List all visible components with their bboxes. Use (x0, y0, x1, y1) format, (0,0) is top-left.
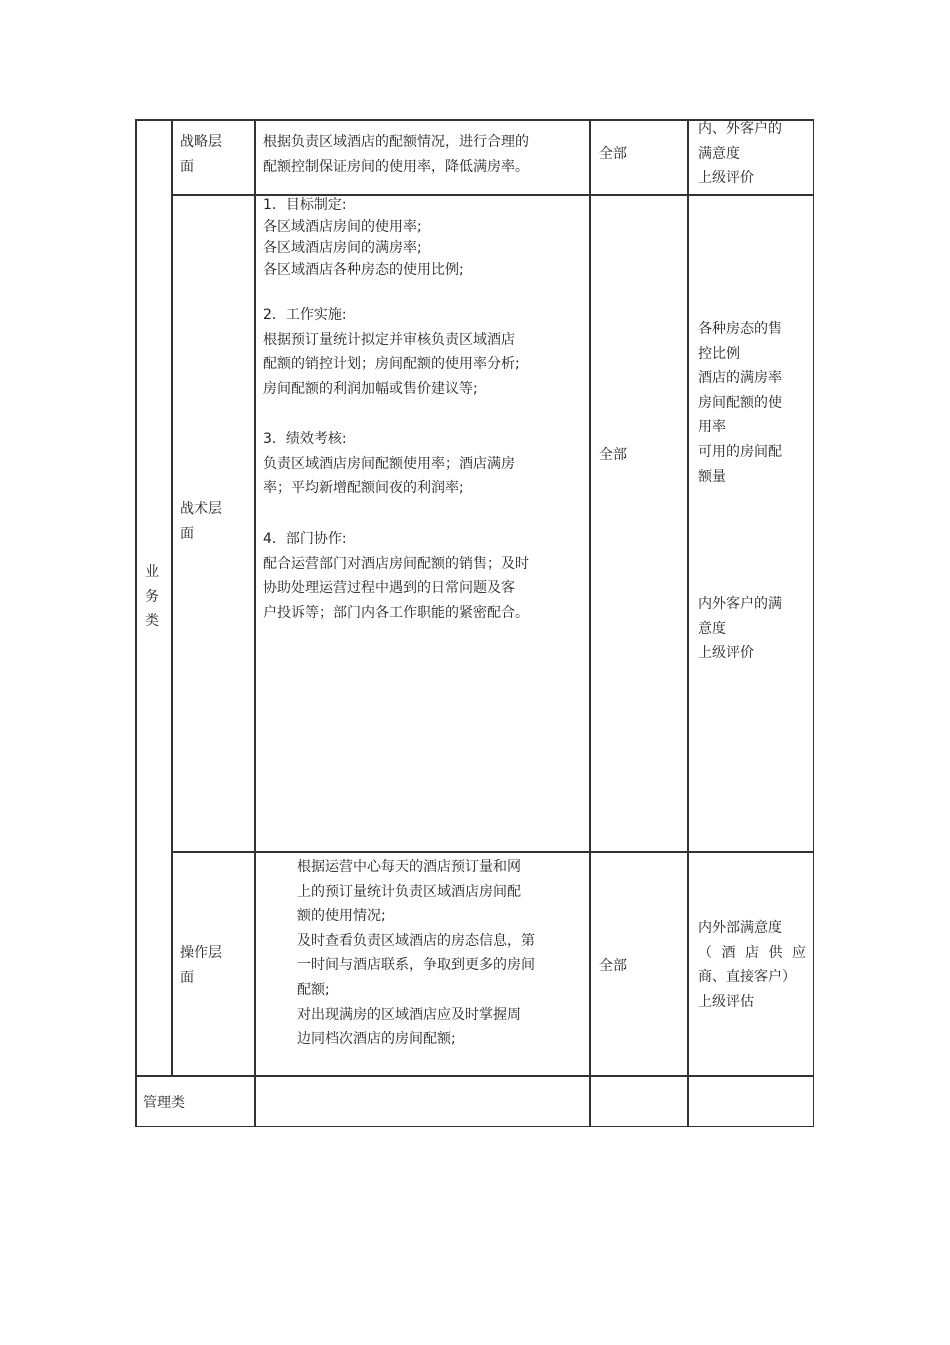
column-divider (254, 119, 256, 1127)
operational-level-label: 操作层 面 (180, 945, 222, 986)
row-divider (135, 1075, 814, 1077)
row-divider (171, 851, 814, 853)
tactical-evaluation-satisfaction: 内外客户的满 意度 上级评价 (698, 596, 782, 662)
strategic-scope: 全部 (599, 146, 627, 162)
strategic-content: 根据负责区域酒店的配额情况，进行合理的 配额控制保证房间的使用率，降低满房率。 (263, 134, 529, 175)
tactical-evaluation: 各种房态的售 控比例 酒店的满房率 房间配额的使 用率 可用的房间配 额量 (698, 321, 782, 485)
section-goal-title: 1．目标制定: (263, 197, 347, 213)
operational-scope: 全部 (599, 958, 627, 974)
table-border-right (813, 119, 815, 1127)
responsibility-table (135, 119, 814, 1127)
category-management-label: 管理类 (143, 1095, 185, 1111)
operational-evaluation: 内外部满意度 （ 酒 店 供 应 商、直接客户） 上级评估 (698, 920, 806, 1010)
column-divider (687, 119, 689, 1127)
section-assessment-title: 3．绩效考核: (263, 431, 347, 447)
section-cooperation-title: 4．部门协作: (263, 531, 347, 547)
tactical-level-label: 战术层 面 (180, 501, 222, 542)
category-business-label: 业务类 (145, 564, 159, 630)
operational-content: 根据运营中心每天的酒店预订量和网 上的预订量统计负责区域酒店房间配 额的使用情况; 及时查看负责区域酒店的房态信息，第 一时间与酒店联系，争取到更多的房间 配额; 对出现满房的区域酒店应及时掌握周 边同档次酒店的房间配额; (297, 859, 535, 1048)
section-implementation-title: 2．工作实施: (263, 307, 347, 323)
operational-evaluation-justified-line: （ 酒 店 供 应 (698, 944, 806, 961)
strategic-evaluation: 内、外客户的 满意度 上级评价 (698, 121, 782, 187)
table-border-bottom (135, 1126, 814, 1128)
tactical-content-section-4: 4．部门协作: 配合运营部门对酒店房间配额的销售；及时 协助处理运营过程中遇到的日常问题及客 户投诉等；部门内各工作职能的紧密配合。 (263, 527, 529, 625)
tactical-content: 1．目标制定: 各区域酒店房间的使用率; 各区域酒店房间的满房率; 各区域酒店各种房态的使用比例; (263, 197, 464, 278)
tactical-scope: 全部 (599, 447, 627, 463)
tactical-content-section-3: 3．绩效考核: 负责区域酒店房间配额使用率；酒店满房 率；平均新增配额间夜的利润率; (263, 427, 515, 501)
table-border-left (135, 119, 137, 1127)
column-divider (171, 119, 173, 1076)
strategic-level-label: 战略层 面 (180, 134, 222, 175)
column-divider (589, 119, 591, 1127)
tactical-content-section-2: 2．工作实施: 根据预订量统计拟定并审核负责区域酒店 配额的销控计划；房间配额的使用率分析; 房间配额的利润加幅或售价建议等; (263, 303, 520, 401)
